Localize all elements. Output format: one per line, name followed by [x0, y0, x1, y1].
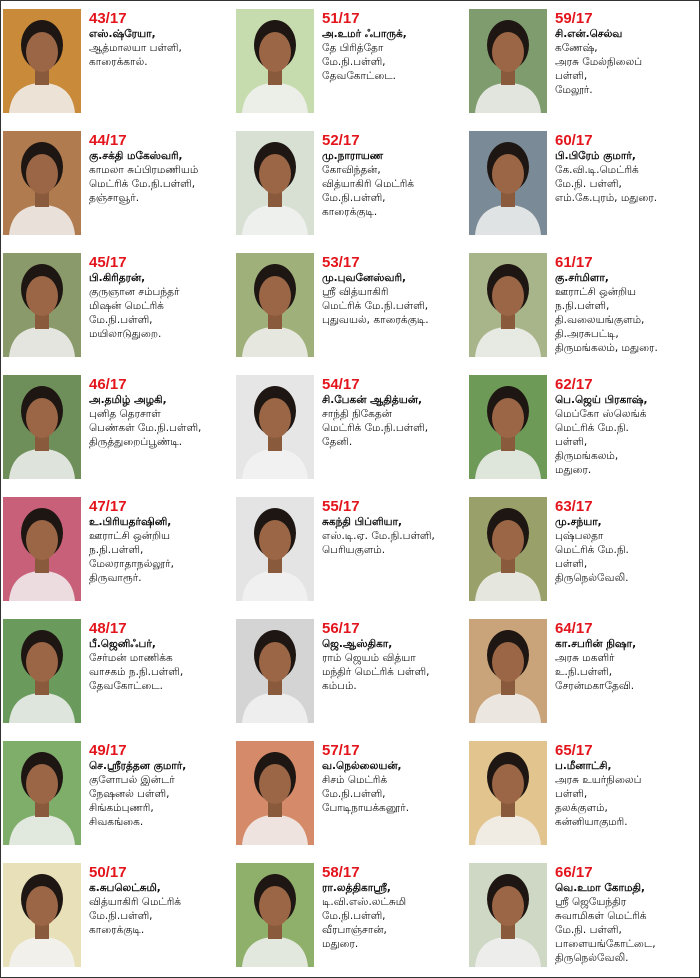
school-detail-line: போடிநாயக்கனூர். [322, 802, 410, 814]
student-info [322, 255, 429, 327]
school-detail-line: தேவகோட்டை. [322, 70, 396, 82]
student-number: 43/17 [89, 10, 127, 27]
school-detail-line: மயிலாடுதுறை. [89, 328, 162, 340]
student-info [322, 499, 435, 557]
student-number: 44/17 [89, 132, 127, 149]
school-details [555, 41, 642, 97]
student-photo [3, 741, 81, 845]
student-info [89, 133, 198, 205]
school-detail-line: பள்ளி, [555, 70, 588, 82]
school-detail-line: வீரபாஞ்சான், [322, 924, 387, 936]
school-detail-line: மெட்ரிக் மே.நி.பள்ளி, [322, 300, 429, 312]
portrait-image [469, 863, 547, 967]
portrait-image [3, 741, 81, 845]
student-card [1, 489, 234, 611]
student-name: மு.நாராயண [322, 150, 384, 162]
portrait-image [3, 497, 81, 601]
student-card [467, 245, 700, 367]
school-details [322, 163, 414, 219]
student-name: க.சுபலெட்சுமி, [89, 882, 161, 894]
school-detail-line: சுவாமிகள் மெட்ரிக் [555, 910, 647, 922]
student-photo [236, 253, 314, 357]
school-details [322, 529, 435, 557]
school-details [89, 407, 201, 449]
portrait-image [3, 9, 81, 113]
student-photo [3, 131, 81, 235]
school-detail-line: சேர்மன் மாணிக்க [89, 652, 173, 664]
portrait-image [469, 253, 547, 357]
student-name: வெ.உமா கோமதி, [555, 882, 646, 894]
student-card [1, 1, 234, 123]
student-card [234, 489, 467, 611]
student-info [89, 11, 182, 69]
school-details [322, 651, 429, 693]
student-number: 61/17 [555, 254, 593, 271]
school-details [555, 773, 641, 829]
school-detail-line: சேரன்மகாதேவி. [555, 680, 635, 692]
school-details [555, 895, 656, 965]
school-details [322, 41, 407, 83]
portrait-image [3, 863, 81, 967]
student-info [555, 377, 648, 477]
student-card [234, 1, 467, 123]
student-name: பீ.ஜெனிஃபர், [89, 638, 156, 650]
school-detail-line: தேனி. [322, 436, 353, 448]
student-photo [236, 131, 314, 235]
school-detail-line: பெரியகுளம். [322, 544, 386, 556]
school-detail-line: சாந்தி நிகேதன் [322, 408, 392, 420]
portrait-image [469, 131, 547, 235]
student-card [467, 1, 700, 123]
student-info [322, 621, 429, 693]
student-info [322, 377, 428, 449]
student-photo [469, 741, 547, 845]
school-detail-line: சிவகங்கை. [89, 816, 144, 828]
school-details [555, 529, 629, 585]
portrait-image [3, 375, 81, 479]
student-card [1, 733, 234, 855]
student-number: 65/17 [555, 742, 593, 759]
school-detail-line: வித்யாகிரி மெட்ரிக் [89, 896, 182, 908]
student-card [467, 733, 700, 855]
school-detail-line: மதுரை. [322, 938, 359, 950]
student-name: மு.புவனேஸ்வரி, [322, 272, 407, 284]
school-detail-line: தி.வலையங்குளம், [555, 314, 645, 326]
student-info [89, 255, 179, 341]
student-info [89, 743, 186, 829]
school-detail-line: மெட்ரிக் மே.நி. [555, 422, 629, 434]
school-detail-line: மேலூர். [555, 84, 593, 96]
student-card [467, 855, 700, 977]
school-detail-line: மே.நி.பள்ளி, [322, 910, 386, 922]
student-photo [3, 253, 81, 357]
student-photo [469, 131, 547, 235]
school-detail-line: அரசு மேல்நிலைப் [555, 56, 643, 68]
school-detail-line: பாளையங்கோட்டை, [555, 938, 656, 950]
student-card [234, 367, 467, 489]
student-photo [469, 619, 547, 723]
portrait-image [236, 741, 314, 845]
school-detail-line: தே பிரித்தோ [322, 42, 384, 54]
school-detail-line: தஞ்சாவூர். [89, 192, 140, 204]
school-details [89, 651, 183, 693]
student-info [89, 865, 181, 937]
school-detail-line: கன்னியாகுமரி. [555, 816, 628, 828]
school-details [89, 529, 174, 585]
school-detail-line: எஸ்.டி.ஏ. மே.நி.பள்ளி, [322, 530, 435, 542]
school-detail-line: மே.நி. பள்ளி, [555, 178, 622, 190]
school-details [89, 163, 198, 205]
school-detail-line: நேஷனல் பள்ளி, [89, 788, 170, 800]
school-detail-line: தி.அரசுபட்டி, [555, 328, 619, 340]
student-number: 59/17 [555, 10, 593, 27]
student-name: எஸ்.ஷ்ரேயா, [89, 28, 156, 40]
student-number: 49/17 [89, 742, 127, 759]
school-detail-line: எம்.கே.புரம், மதுரை. [555, 192, 658, 204]
school-details [322, 407, 428, 449]
student-photo [236, 619, 314, 723]
school-detail-line: காரைக்குடி. [322, 206, 378, 218]
student-info [322, 743, 409, 815]
student-info [555, 499, 629, 585]
school-detail-line: வாசகம் ந.நி.பள்ளி, [89, 666, 184, 678]
portrait-image [236, 9, 314, 113]
school-detail-line: புஷ்பலதா [555, 530, 604, 542]
portrait-image [3, 253, 81, 357]
school-detail-line: கோவிந்தன், [322, 164, 381, 176]
student-name: சுகந்தி பிப்ளியா, [322, 516, 403, 528]
school-detail-line: மதுரை. [555, 464, 592, 476]
student-card [234, 733, 467, 855]
student-info [89, 621, 183, 693]
student-number: 60/17 [555, 132, 593, 149]
school-detail-line: மந்திர் மெட்ரிக் பள்ளி, [322, 666, 430, 678]
portrait-image [236, 375, 314, 479]
student-number: 64/17 [555, 620, 593, 637]
student-photo [236, 375, 314, 479]
school-details [89, 285, 179, 341]
student-name: ஜெ.ஆஸ்திகா, [322, 638, 393, 650]
student-name: செ.ஸ்ரீரத்தன குமார், [89, 760, 187, 772]
student-card [467, 367, 700, 489]
student-number: 55/17 [322, 498, 360, 515]
school-detail-line: திருவாரூர். [89, 572, 142, 584]
student-info [555, 11, 642, 97]
student-photo [3, 497, 81, 601]
student-card [1, 245, 234, 367]
student-card [1, 855, 234, 977]
school-detail-line: திருநெல்வேலி. [555, 952, 629, 964]
school-details [322, 285, 429, 327]
student-card [1, 123, 234, 245]
school-detail-line: ஊராட்சி ஒன்றிய [89, 530, 171, 542]
portrait-image [236, 253, 314, 357]
portrait-image [236, 131, 314, 235]
student-info [555, 865, 656, 965]
student-name: கு.சக்தி மகேஸ்வரி, [89, 150, 183, 162]
student-number: 58/17 [322, 864, 360, 881]
student-info [322, 133, 414, 219]
school-detail-line: மே.நி.பள்ளி, [322, 192, 386, 204]
school-detail-line: ஸ்ரீ ஜெயேந்திர [555, 896, 627, 908]
school-detail-line: குளோபல் இன்டர் [89, 774, 175, 786]
student-info [89, 499, 174, 585]
portrait-image [469, 619, 547, 723]
student-number: 62/17 [555, 376, 593, 393]
student-number: 63/17 [555, 498, 593, 515]
student-number: 51/17 [322, 10, 360, 27]
student-card [1, 611, 234, 733]
student-name: சி.என்.செல்வ [555, 28, 623, 40]
student-number: 46/17 [89, 376, 127, 393]
student-name: அ.உமர் ஃபாருக், [322, 28, 407, 40]
student-info [555, 743, 641, 829]
student-number: 47/17 [89, 498, 127, 515]
school-detail-line: ஊராட்சி ஒன்றிய [555, 286, 637, 298]
school-detail-line: மேலராதாநல்லூர், [89, 558, 174, 570]
student-number: 57/17 [322, 742, 360, 759]
school-detail-line: வித்யாகிரி மெட்ரிக் [322, 178, 415, 190]
school-detail-line: ஆத்மாலயா பள்ளி, [89, 42, 182, 54]
student-name: மு.சந்யா, [555, 516, 602, 528]
school-detail-line: பெண்கள் மே.நி.பள்ளி, [89, 422, 202, 434]
student-card [234, 245, 467, 367]
school-detail-line: பள்ளி, [555, 436, 588, 448]
student-photo [3, 9, 81, 113]
school-detail-line: கே.வி.டி.மெட்ரிக் [555, 164, 639, 176]
school-detail-line: உ.நி.பள்ளி, [555, 666, 613, 678]
school-detail-line: தலக்குளம், [555, 802, 608, 814]
student-name: பி.பிரேம் குமார், [555, 150, 636, 162]
student-name: கு.சர்மிளா, [555, 272, 609, 284]
student-number: 50/17 [89, 864, 127, 881]
school-detail-line: மெப்கோ ஸ்லெங்க் [555, 408, 647, 420]
school-detail-line: ஸ்ரீ வித்யாகிரி [322, 286, 389, 298]
school-details [89, 773, 186, 829]
student-photo [469, 9, 547, 113]
school-detail-line: காரைக்கால். [89, 56, 148, 68]
student-info [89, 377, 201, 449]
school-detail-line: ந.நி.பள்ளி, [555, 300, 610, 312]
student-card [1, 367, 234, 489]
student-photo [236, 863, 314, 967]
student-photo [469, 253, 547, 357]
student-photo [236, 497, 314, 601]
portrait-image [236, 619, 314, 723]
school-detail-line: ராம் ஜெயம் வித்யா [322, 652, 416, 664]
student-name: உ.பிரியதர்ஷினி, [89, 516, 172, 528]
school-detail-line: சிசம் மெட்ரிக் [322, 774, 388, 786]
student-card [467, 489, 700, 611]
school-detail-line: திருத்துறைப்பூண்டி. [89, 436, 183, 448]
student-number: 66/17 [555, 864, 593, 881]
student-info [322, 11, 407, 83]
portrait-image [3, 131, 81, 235]
student-number: 52/17 [322, 132, 360, 149]
portrait-image [236, 497, 314, 601]
student-name: வ.நெல்லையன், [322, 760, 402, 772]
school-detail-line: மே.நி.பள்ளி, [322, 788, 386, 800]
student-number: 53/17 [322, 254, 360, 271]
school-details [555, 163, 657, 205]
school-detail-line: மெட்ரிக் மே.நி.பள்ளி, [322, 422, 429, 434]
school-details [322, 895, 406, 951]
student-photo [469, 863, 547, 967]
school-detail-line: மிஷன் மெட்ரிக் [89, 300, 164, 312]
portrait-image [469, 9, 547, 113]
student-card [234, 123, 467, 245]
student-name: ரா.லத்திகாஸ்ரீ, [322, 882, 391, 894]
school-detail-line: ந.நி.பள்ளி, [89, 544, 144, 556]
school-detail-line: காமலா சுப்பிரமணியம் [89, 164, 199, 176]
student-info [555, 133, 657, 205]
school-details [322, 773, 409, 815]
student-info [555, 621, 636, 693]
student-info [322, 865, 406, 951]
portrait-image [469, 741, 547, 845]
school-detail-line: அரசு உயர்நிலைப் [555, 774, 642, 786]
school-detail-line: மெட்ரிக் மே.நி.பள்ளி, [89, 178, 196, 190]
school-detail-line: மே.நி.பள்ளி, [89, 910, 153, 922]
student-card [234, 855, 467, 977]
portrait-image [469, 497, 547, 601]
school-details [555, 285, 658, 355]
school-detail-line: மெட்ரிக் மே.நி. [555, 544, 629, 556]
student-photo [469, 375, 547, 479]
school-detail-line: குருஞான சம்பந்தர் [89, 286, 180, 298]
portrait-image [236, 863, 314, 967]
school-detail-line: பள்ளி, [555, 558, 588, 570]
student-photo [236, 741, 314, 845]
student-name: கா.சபரின் நிஷா, [555, 638, 637, 650]
student-card [467, 611, 700, 733]
school-details [89, 41, 182, 69]
school-detail-line: புனித தெரசாள் [89, 408, 161, 420]
school-detail-line: காரைக்குடி. [89, 924, 145, 936]
student-photo [3, 863, 81, 967]
portrait-image [3, 619, 81, 723]
student-photo [3, 375, 81, 479]
school-detail-line: புதுவயல், காரைக்குடி. [322, 314, 429, 326]
student-card [234, 611, 467, 733]
student-name: சி.பேகன் ஆதித்யன், [322, 394, 422, 406]
school-detail-line: திருமங்கலம், [555, 450, 619, 462]
school-detail-line: மே.நி. பள்ளி, [555, 924, 622, 936]
student-number: 56/17 [322, 620, 360, 637]
portrait-image [469, 375, 547, 479]
school-detail-line: திருநெல்வேலி. [555, 572, 629, 584]
student-photo [469, 497, 547, 601]
student-number: 48/17 [89, 620, 127, 637]
student-photo [236, 9, 314, 113]
school-detail-line: டி.வி.எஸ்.லட்சுமி [322, 896, 407, 908]
school-details [555, 407, 648, 477]
student-card [467, 123, 700, 245]
student-name: ப.மீனாட்சி, [555, 760, 612, 772]
school-details [89, 895, 181, 937]
student-name: அ.தமிழ் அழகி, [89, 394, 167, 406]
school-detail-line: கணேஷ், [555, 42, 598, 54]
student-number: 54/17 [322, 376, 360, 393]
student-photo [3, 619, 81, 723]
school-details [555, 651, 636, 693]
school-detail-line: சிங்கம்புணரி, [89, 802, 154, 814]
school-detail-line: பள்ளி, [555, 788, 588, 800]
school-detail-line: மே.நி.பள்ளி, [322, 56, 386, 68]
school-detail-line: கம்பம். [322, 680, 357, 692]
student-number: 45/17 [89, 254, 127, 271]
school-detail-line: திருமங்கலம், மதுரை. [555, 342, 658, 354]
school-detail-line: அரசு மகளிர் [555, 652, 615, 664]
school-detail-line: மே.நி.பள்ளி, [89, 314, 153, 326]
student-name: பி.கிரிதரன், [89, 272, 146, 284]
student-name: பெ.ஜெய் பிரகாஷ், [555, 394, 648, 406]
school-detail-line: தேவகோட்டை. [89, 680, 163, 692]
student-info [555, 255, 658, 355]
